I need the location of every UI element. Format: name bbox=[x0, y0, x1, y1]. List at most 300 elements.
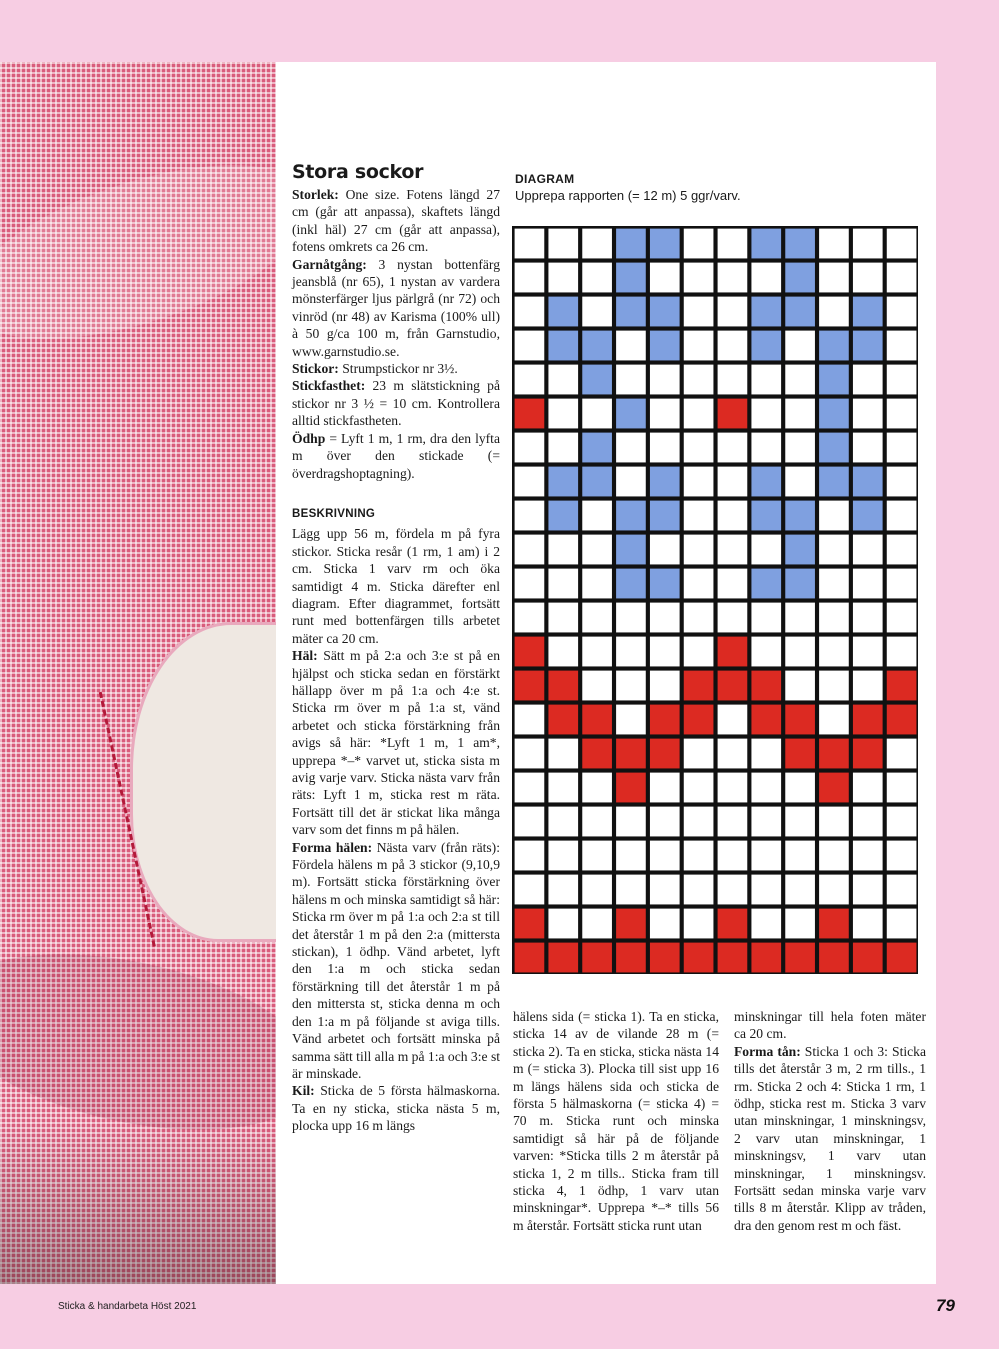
chart-cell-white bbox=[548, 637, 578, 667]
description-text: Nästa varv (från räts): Fördela hälens m på 3 stickor (9,10,9 m). Fortsätt sticka förstärkning över hälens m och minska samtidigt så här: Sticka rm över m på 1:a och 2:a st till det återstår 1 m på den 2:a (mittersta stickan), 1 ödhp. Vänd arbetet, lyft den 1:a m och sticka sedan förstärkning till det återstår 1 m på den mittersta st, sticka denna m och den 1:a m på följande st aviga tills. Vänd arbetet och fortsätt minska på samma sätt till alla m på 1:a och 3:e st är minskade. bbox=[292, 839, 501, 1081]
chart-cell-white bbox=[684, 637, 714, 667]
chart-cell-red bbox=[751, 705, 781, 735]
chart-cell-red bbox=[515, 943, 545, 973]
chart-cell-white bbox=[515, 569, 545, 599]
chart-cell-white bbox=[718, 705, 748, 735]
chart-cell-white bbox=[887, 909, 917, 939]
chart-cell-white bbox=[819, 637, 849, 667]
chart-cell-white bbox=[819, 841, 849, 871]
intro-label: Storlek: bbox=[292, 187, 339, 202]
chart-cell-red bbox=[650, 943, 680, 973]
chart-cell-white bbox=[887, 433, 917, 463]
chart-cell-white bbox=[887, 331, 917, 361]
chart-cell-white bbox=[548, 841, 578, 871]
chart-cell-white bbox=[819, 229, 849, 259]
chart-cell-blue bbox=[751, 297, 781, 327]
chart-cell-white bbox=[751, 807, 781, 837]
chart-cell-red bbox=[819, 909, 849, 939]
chart-cell-blue bbox=[751, 501, 781, 531]
chart-cell-blue bbox=[785, 263, 815, 293]
chart-cell-blue bbox=[819, 331, 849, 361]
chart-cell-white bbox=[887, 399, 917, 429]
chart-cell-white bbox=[887, 637, 917, 667]
chart-cell-white bbox=[751, 399, 781, 429]
column-c-text: Sticka 1 och 3: Sticka tills det återstår 3 m, 2 rm tills., 1 rm. Sticka 2 och 4: Sticka 1 rm, 1 ödhp, sticka rest m. Sticka 3 varv utan minskningar, 1 minskningsv, 2 varv utan minskningar, 1 minskningsv, 1 varv utan minskningar, 1 minskningsv. Fortsätt sedan minska varje varv tills 8 m återstår. Klipp av tråden, dra den genom rest m och fäst. bbox=[734, 1043, 926, 1233]
chart-cell-white bbox=[548, 399, 578, 429]
chart-cell-blue bbox=[853, 501, 883, 531]
chart-cell-blue bbox=[785, 229, 815, 259]
chart-cell-white bbox=[650, 603, 680, 633]
chart-cell-white bbox=[853, 535, 883, 565]
chart-cell-white bbox=[650, 875, 680, 905]
chart-cell-red bbox=[887, 671, 917, 701]
description-label: Forma hälen: bbox=[292, 839, 373, 855]
chart-cell-red bbox=[616, 773, 646, 803]
article-title: Stora sockor bbox=[292, 161, 424, 183]
chart-cell-white bbox=[819, 603, 849, 633]
description-heading: BESKRIVNING bbox=[292, 507, 376, 520]
chart-cell-blue bbox=[650, 229, 680, 259]
chart-cell-white bbox=[819, 705, 849, 735]
chart-cell-white bbox=[616, 705, 646, 735]
chart-cell-white bbox=[751, 535, 781, 565]
diagram-subtitle: Upprepa rapporten (= 12 m) 5 ggr/varv. bbox=[515, 188, 741, 203]
diagram-heading: DIAGRAM bbox=[515, 172, 575, 186]
chart-cell-blue bbox=[548, 331, 578, 361]
chart-cell-white bbox=[853, 671, 883, 701]
chart-cell-white bbox=[684, 297, 714, 327]
chart-cell-white bbox=[616, 603, 646, 633]
intro-text: 3 nystan bottenfärg jeansblå (nr 65), 1 nystan av vardera mönsterfärger ljus pärlgrå (nr 72) och vinröd (nr 48) av Karisma (100% ull) à 50 g/ca 100 m, från Garnstudio, www.garnstudio.se. bbox=[292, 256, 500, 359]
intro-label: Stickor: bbox=[292, 361, 339, 377]
chart-cell-white bbox=[887, 297, 917, 327]
chart-cell-white bbox=[515, 841, 545, 871]
chart-cell-blue bbox=[785, 569, 815, 599]
chart-cell-white bbox=[785, 909, 815, 939]
chart-cell-blue bbox=[582, 433, 612, 463]
chart-cell-blue bbox=[853, 467, 883, 497]
chart-cell-white bbox=[650, 807, 680, 837]
chart-cell-blue bbox=[548, 501, 578, 531]
chart-cell-white bbox=[582, 399, 612, 429]
chart-cell-red bbox=[785, 739, 815, 769]
chart-cell-white bbox=[684, 467, 714, 497]
chart-cell-white bbox=[515, 263, 545, 293]
intro-label: Garnåtgång: bbox=[292, 256, 367, 272]
chart-cell-red bbox=[887, 705, 917, 735]
chart-cell-red bbox=[684, 705, 714, 735]
gingham-fabric-photo bbox=[0, 62, 276, 1284]
intro-paragraph bbox=[292, 430, 500, 482]
chart-cell-red bbox=[515, 399, 545, 429]
chart-cell-blue bbox=[616, 501, 646, 531]
chart-cell-white bbox=[616, 841, 646, 871]
chart-cell-white bbox=[684, 841, 714, 871]
chart-cell-white bbox=[515, 875, 545, 905]
chart-cell-red bbox=[819, 943, 849, 973]
chart-cell-white bbox=[684, 739, 714, 769]
chart-cell-white bbox=[819, 875, 849, 905]
chart-cell-white bbox=[548, 535, 578, 565]
intro-paragraph bbox=[292, 186, 500, 256]
chart-cell-white bbox=[650, 773, 680, 803]
chart-cell-white bbox=[751, 841, 781, 871]
chart-cell-white bbox=[650, 263, 680, 293]
chart-cell-white bbox=[548, 365, 578, 395]
chart-cell-white bbox=[751, 909, 781, 939]
chart-cell-white bbox=[515, 229, 545, 259]
column-c-paragraph bbox=[734, 1043, 926, 1234]
description-paragraph bbox=[292, 839, 500, 1083]
chart-cell-white bbox=[515, 603, 545, 633]
chart-cell-white bbox=[515, 331, 545, 361]
publication-footer: Sticka & handarbeta Höst 2021 bbox=[58, 1301, 197, 1312]
column-b-text: hälens sida (= sticka 1). Ta en sticka, sticka 14 av de vilande 28 m (= sticka 2). Ta en sticka, sticka nästa 14 m (= sticka 3). Plocka till sist upp 16 m längs hälens sida och sticka de första 5 hälmaskorna (= sticka 4) = 70 m. Sticka runt och minska samtidigt så här på de följande varven: *Sticka tills 2 m återstår på sticka 1, 2 m tills.. Sticka fram till sticka 4, 1 ödhp, 1 varv utan minskningar*. Upprepa *–* tills 56 m återstår. Fortsätt sticka runt utan bbox=[513, 1009, 719, 1233]
chart-cell-white bbox=[887, 603, 917, 633]
chart-cell-white bbox=[718, 535, 748, 565]
chart-cell-white bbox=[819, 263, 849, 293]
chart-cell-white bbox=[887, 263, 917, 293]
chart-cell-white bbox=[582, 807, 612, 837]
chart-cell-white bbox=[785, 637, 815, 667]
chart-cell-red bbox=[785, 705, 815, 735]
chart-cell-red bbox=[515, 671, 545, 701]
chart-cell-blue bbox=[751, 569, 781, 599]
chart-cell-white bbox=[718, 263, 748, 293]
chart-cell-white bbox=[684, 365, 714, 395]
chart-cell-white bbox=[718, 331, 748, 361]
chart-cell-white bbox=[515, 739, 545, 769]
chart-cell-white bbox=[650, 841, 680, 871]
chart-cell-white bbox=[582, 535, 612, 565]
chart-cell-white bbox=[785, 841, 815, 871]
chart-cell-red bbox=[616, 739, 646, 769]
chart-cell-white bbox=[887, 841, 917, 871]
chart-cell-white bbox=[515, 433, 545, 463]
chart-cell-red bbox=[718, 637, 748, 667]
chart-cell-white bbox=[785, 807, 815, 837]
chart-cell-white bbox=[853, 841, 883, 871]
chart-cell-white bbox=[887, 569, 917, 599]
chart-cell-red bbox=[616, 943, 646, 973]
chart-cell-blue bbox=[616, 229, 646, 259]
intro-text: Strumpstickor nr 3½. bbox=[338, 361, 458, 377]
chart-cell-white bbox=[515, 807, 545, 837]
chart-cell-white bbox=[548, 433, 578, 463]
chart-cell-red bbox=[650, 705, 680, 735]
chart-cell-white bbox=[718, 875, 748, 905]
chart-cell-white bbox=[684, 807, 714, 837]
chart-cell-white bbox=[582, 263, 612, 293]
chart-cell-blue bbox=[616, 569, 646, 599]
chart-cell-white bbox=[548, 229, 578, 259]
chart-cell-white bbox=[684, 603, 714, 633]
chart-cell-white bbox=[582, 637, 612, 667]
description-text: Sticka de 5 första hälmaskorna. Ta en ny sticka, sticka nästa 5 m, plocka upp 16 m längs bbox=[292, 1083, 500, 1134]
chart-cell-red bbox=[718, 399, 748, 429]
chart-cell-blue bbox=[582, 365, 612, 395]
chart-cell-white bbox=[684, 263, 714, 293]
intro-label: Ödhp bbox=[292, 430, 326, 446]
chart-cell-white bbox=[751, 365, 781, 395]
chart-cell-white bbox=[582, 603, 612, 633]
chart-cell-white bbox=[515, 365, 545, 395]
chart-cell-white bbox=[853, 637, 883, 667]
chart-cell-white bbox=[616, 807, 646, 837]
column-c-label: Forma tån: bbox=[734, 1043, 801, 1059]
chart-cell-blue bbox=[785, 535, 815, 565]
chart-cell-white bbox=[650, 433, 680, 463]
chart-cell-white bbox=[718, 501, 748, 531]
chart-cell-white bbox=[650, 637, 680, 667]
chart-cell-white bbox=[718, 807, 748, 837]
chart-cell-white bbox=[548, 739, 578, 769]
column-c bbox=[734, 1008, 926, 1234]
chart-cell-red bbox=[684, 671, 714, 701]
chart-cell-blue bbox=[650, 331, 680, 361]
chart-cell-white bbox=[718, 229, 748, 259]
chart-cell-blue bbox=[751, 229, 781, 259]
intro-paragraph bbox=[292, 360, 500, 377]
chart-cell-white bbox=[785, 331, 815, 361]
chart-cell-white bbox=[582, 875, 612, 905]
chart-cell-white bbox=[785, 467, 815, 497]
chart-cell-red bbox=[582, 705, 612, 735]
chart-cell-white bbox=[548, 875, 578, 905]
chart-cell-white bbox=[650, 909, 680, 939]
chart-cell-red bbox=[853, 739, 883, 769]
chart-cell-white bbox=[548, 263, 578, 293]
description-label: Kil: bbox=[292, 1083, 315, 1099]
chart-cell-blue bbox=[853, 297, 883, 327]
chart-cell-white bbox=[616, 365, 646, 395]
chart-cell-white bbox=[819, 501, 849, 531]
chart-cell-white bbox=[650, 399, 680, 429]
chart-cell-white bbox=[616, 875, 646, 905]
chart-cell-white bbox=[684, 773, 714, 803]
knitting-chart bbox=[512, 226, 918, 974]
chart-cell-white bbox=[718, 365, 748, 395]
chart-cell-red bbox=[853, 943, 883, 973]
chart-cell-blue bbox=[819, 365, 849, 395]
chart-cell-blue bbox=[616, 263, 646, 293]
chart-cell-white bbox=[853, 773, 883, 803]
chart-cell-white bbox=[548, 909, 578, 939]
chart-cell-white bbox=[718, 433, 748, 463]
chart-grid bbox=[512, 226, 918, 974]
chart-cell-red bbox=[582, 943, 612, 973]
chart-cell-blue bbox=[548, 297, 578, 327]
chart-cell-white bbox=[785, 399, 815, 429]
chart-cell-white bbox=[548, 807, 578, 837]
chart-cell-white bbox=[548, 569, 578, 599]
description-text: Lägg upp 56 m, fördela m på fyra stickor. Sticka resår (1 rm, 1 am) i 2 cm. Sticka 1 varv rm och öka samtidigt 4 m. Sticka därefter enl diagram. Efter diagrammet, fortsätt runt med bottenfärgen tills arbetet mäter ca 20 cm. bbox=[292, 526, 500, 646]
chart-cell-red bbox=[548, 943, 578, 973]
chart-cell-white bbox=[582, 501, 612, 531]
chart-cell-white bbox=[582, 841, 612, 871]
chart-cell-red bbox=[819, 739, 849, 769]
chart-cell-white bbox=[887, 807, 917, 837]
chart-cell-white bbox=[582, 909, 612, 939]
chart-cell-white bbox=[650, 365, 680, 395]
chart-cell-white bbox=[887, 739, 917, 769]
chart-cell-white bbox=[887, 365, 917, 395]
chart-cell-blue bbox=[853, 331, 883, 361]
chart-cell-white bbox=[616, 433, 646, 463]
chart-cell-red bbox=[718, 909, 748, 939]
chart-cell-white bbox=[785, 365, 815, 395]
intro-paragraphs bbox=[292, 186, 500, 482]
chart-cell-red bbox=[718, 671, 748, 701]
chart-cell-blue bbox=[616, 297, 646, 327]
chart-cell-white bbox=[751, 739, 781, 769]
chart-cell-white bbox=[853, 807, 883, 837]
chart-cell-white bbox=[853, 875, 883, 905]
chart-cell-white bbox=[853, 909, 883, 939]
chart-cell-red bbox=[887, 943, 917, 973]
chart-cell-white bbox=[751, 637, 781, 667]
chart-cell-white bbox=[582, 569, 612, 599]
chart-cell-white bbox=[515, 705, 545, 735]
chart-cell-white bbox=[785, 603, 815, 633]
intro-text: = Lyft 1 m, 1 rm, dra den lyfta m över den stickade (= överdragshoptagning). bbox=[292, 430, 500, 481]
chart-cell-white bbox=[582, 671, 612, 701]
chart-cell-white bbox=[819, 807, 849, 837]
chart-cell-white bbox=[684, 535, 714, 565]
intro-label: Stickfasthet: bbox=[292, 378, 366, 394]
chart-cell-white bbox=[887, 535, 917, 565]
chart-cell-blue bbox=[819, 467, 849, 497]
chart-cell-white bbox=[515, 535, 545, 565]
chart-cell-red bbox=[616, 909, 646, 939]
description-paragraph bbox=[292, 647, 500, 838]
diagram-header bbox=[515, 172, 741, 203]
chart-cell-white bbox=[887, 875, 917, 905]
chart-cell-white bbox=[751, 603, 781, 633]
chart-cell-white bbox=[853, 365, 883, 395]
column-a bbox=[292, 160, 500, 1135]
chart-cell-white bbox=[853, 399, 883, 429]
column-c-text: minskningar till hela foten mäter ca 20 cm. bbox=[734, 1009, 926, 1042]
description-paragraph bbox=[292, 525, 500, 647]
chart-cell-white bbox=[582, 773, 612, 803]
chart-cell-white bbox=[684, 875, 714, 905]
chart-cell-blue bbox=[819, 433, 849, 463]
column-b bbox=[513, 1008, 719, 1234]
chart-cell-blue bbox=[650, 569, 680, 599]
chart-cell-red bbox=[650, 739, 680, 769]
chart-cell-white bbox=[582, 229, 612, 259]
chart-cell-white bbox=[819, 535, 849, 565]
chart-cell-white bbox=[751, 875, 781, 905]
chart-cell-blue bbox=[819, 399, 849, 429]
chart-cell-white bbox=[785, 433, 815, 463]
chart-cell-white bbox=[684, 501, 714, 531]
chart-cell-white bbox=[515, 773, 545, 803]
chart-cell-white bbox=[718, 569, 748, 599]
chart-cell-white bbox=[718, 739, 748, 769]
chart-cell-red bbox=[853, 705, 883, 735]
intro-text: 23 m slätstickning på stickor nr 3 ½ = 10 cm. Kontrollera alltid stickfastheten. bbox=[292, 378, 500, 429]
chart-cell-white bbox=[650, 535, 680, 565]
chart-cell-white bbox=[684, 433, 714, 463]
chart-cell-white bbox=[887, 501, 917, 531]
chart-cell-blue bbox=[650, 467, 680, 497]
chart-cell-white bbox=[718, 841, 748, 871]
chart-cell-white bbox=[684, 569, 714, 599]
intro-paragraph bbox=[292, 256, 500, 360]
chart-cell-white bbox=[718, 297, 748, 327]
chart-cell-white bbox=[819, 671, 849, 701]
chart-cell-white bbox=[751, 263, 781, 293]
chart-cell-red bbox=[751, 943, 781, 973]
chart-cell-blue bbox=[785, 501, 815, 531]
chart-cell-white bbox=[515, 297, 545, 327]
chart-cell-white bbox=[751, 433, 781, 463]
chart-cell-white bbox=[785, 671, 815, 701]
chart-cell-white bbox=[684, 331, 714, 361]
chart-cell-blue bbox=[582, 467, 612, 497]
chart-cell-blue bbox=[650, 297, 680, 327]
chart-cell-white bbox=[684, 229, 714, 259]
description-paragraphs bbox=[292, 525, 500, 1134]
chart-cell-white bbox=[751, 773, 781, 803]
chart-cell-blue bbox=[548, 467, 578, 497]
intro-paragraph bbox=[292, 377, 500, 429]
chart-cell-white bbox=[582, 297, 612, 327]
chart-cell-white bbox=[718, 467, 748, 497]
chart-cell-white bbox=[616, 671, 646, 701]
chart-cell-red bbox=[548, 671, 578, 701]
description-paragraph bbox=[292, 1082, 500, 1134]
chart-cell-white bbox=[548, 603, 578, 633]
chart-cell-white bbox=[515, 467, 545, 497]
chart-cell-white bbox=[616, 331, 646, 361]
chart-cell-red bbox=[515, 909, 545, 939]
chart-cell-blue bbox=[616, 535, 646, 565]
chart-cell-white bbox=[684, 399, 714, 429]
chart-cell-white bbox=[853, 229, 883, 259]
chart-cell-white bbox=[616, 467, 646, 497]
chart-cell-blue bbox=[650, 501, 680, 531]
chart-cell-white bbox=[887, 467, 917, 497]
chart-cell-blue bbox=[785, 297, 815, 327]
chart-cell-white bbox=[819, 297, 849, 327]
chart-cell-white bbox=[887, 773, 917, 803]
chart-cell-blue bbox=[582, 331, 612, 361]
chart-cell-white bbox=[515, 501, 545, 531]
chart-cell-white bbox=[548, 773, 578, 803]
chart-cell-red bbox=[548, 705, 578, 735]
chart-cell-red bbox=[684, 943, 714, 973]
chart-cell-red bbox=[751, 671, 781, 701]
page-number: 79 bbox=[936, 1296, 955, 1315]
chart-cell-white bbox=[887, 229, 917, 259]
chart-cell-red bbox=[819, 773, 849, 803]
chart-cell-blue bbox=[616, 399, 646, 429]
intro-text: One size. Fotens längd 27 cm (går att anpassa), skaftets längd (inkl häl) 27 cm (går att anpassa), fotens omkrets ca 26 cm. bbox=[292, 187, 500, 255]
chart-cell-white bbox=[853, 569, 883, 599]
chart-cell-white bbox=[785, 875, 815, 905]
chart-cell-white bbox=[718, 603, 748, 633]
chart-cell-red bbox=[515, 637, 545, 667]
chart-cell-red bbox=[785, 943, 815, 973]
chart-cell-blue bbox=[751, 331, 781, 361]
chart-cell-white bbox=[785, 773, 815, 803]
chart-cell-white bbox=[718, 773, 748, 803]
chart-cell-red bbox=[582, 739, 612, 769]
description-text: Sätt m på 2:a och 3:e st på en hjälpst och sticka sedan en förstärkt hällapp över m på 1:a och 4:e st. Sticka rm över m på 1:a st, vänd arbetet och sticka förstärkning från avigs så här: *Lyft 1 m, 1 am*, upprepa *–* varvet ut, sticka sista m avig varje varv. Sticka nästa varv från räts: Lyft 1 m, sticka rest m räta. Fortsätt till det är stickat lika många varv som det finns m på hälen. bbox=[292, 648, 500, 838]
